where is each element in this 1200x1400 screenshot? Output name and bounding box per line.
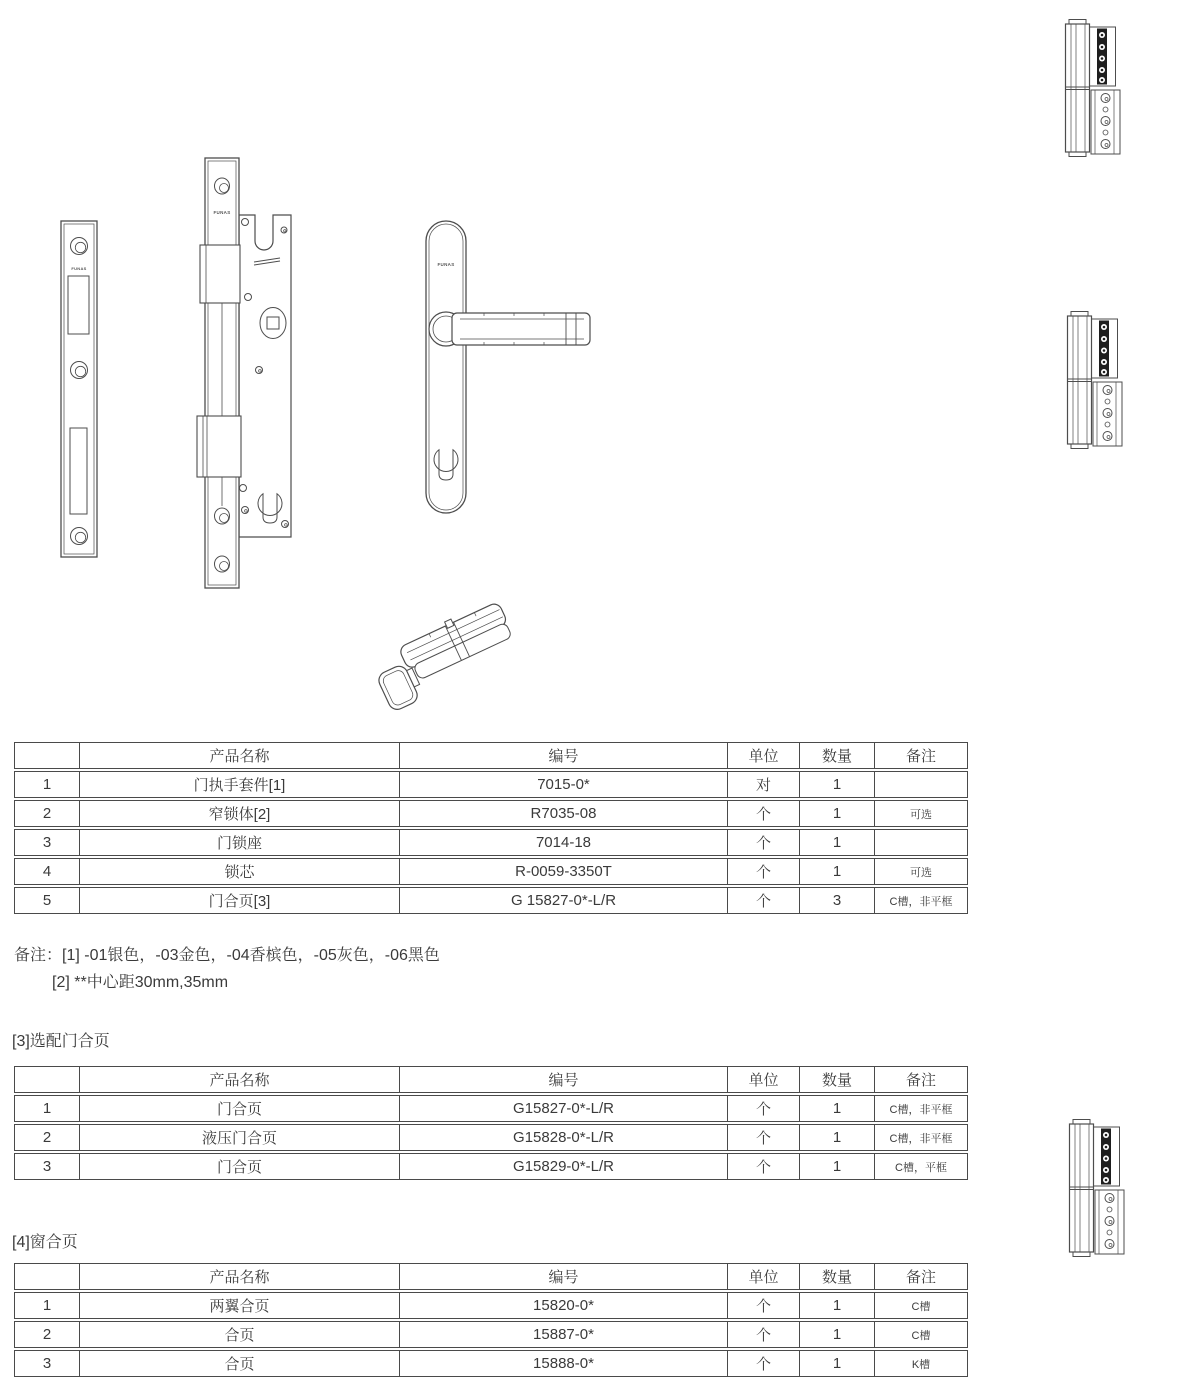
- remarks-block: [14, 942, 440, 996]
- table-cell: G15828-0*-L/R: [400, 1124, 728, 1151]
- table-cell: 1: [14, 771, 80, 798]
- table-cell: 1: [800, 1292, 875, 1319]
- table-cell: 合页: [80, 1350, 400, 1377]
- parts-table-door-hinges: [14, 1064, 968, 1182]
- table-cell: G15829-0*-L/R: [400, 1153, 728, 1180]
- table-cell: 可选: [875, 858, 968, 885]
- table-cell: C槽: [875, 1321, 968, 1348]
- table-cell: 1: [800, 1095, 875, 1122]
- table-header-cell: 备注: [875, 1066, 968, 1093]
- table-cell: 个: [728, 887, 800, 914]
- table-cell: 个: [728, 1350, 800, 1377]
- table-header-row: [14, 1263, 968, 1290]
- table-cell: C槽: [875, 1292, 968, 1319]
- table-cell: 个: [728, 858, 800, 885]
- table-cell: 2: [14, 1321, 80, 1348]
- table-header-cell: 编号: [400, 1066, 728, 1093]
- table-cell: 15887-0*: [400, 1321, 728, 1348]
- table-cell: 个: [728, 1153, 800, 1180]
- table-header-cell: [14, 742, 80, 769]
- table-cell: 个: [728, 1292, 800, 1319]
- table-cell: 1: [800, 1124, 875, 1151]
- table-cell: 1: [14, 1095, 80, 1122]
- table-cell: 3: [14, 829, 80, 856]
- table-cell: 液压门合页: [80, 1124, 400, 1151]
- table-cell: 门合页: [80, 1095, 400, 1122]
- door-hinge-drawing-3: [1068, 1118, 1128, 1258]
- table-header-row: [14, 742, 968, 769]
- table-row: [14, 829, 968, 856]
- table-header-cell: 产品名称: [80, 742, 400, 769]
- table-cell: 个: [728, 800, 800, 827]
- section-title-window-hinge: [4]窗合页: [12, 1234, 78, 1251]
- table-row: [14, 858, 968, 885]
- table-cell: 个: [728, 1095, 800, 1122]
- table-cell: 个: [728, 829, 800, 856]
- table-cell: 3: [800, 887, 875, 914]
- table-header-cell: 编号: [400, 742, 728, 769]
- table-cell: 对: [728, 771, 800, 798]
- table-header-cell: 备注: [875, 742, 968, 769]
- table-cell: 1: [800, 858, 875, 885]
- table-cell: R-0059-3350T: [400, 858, 728, 885]
- table-cell: 门锁座: [80, 829, 400, 856]
- strike-plate-drawing: [59, 218, 105, 562]
- table-cell: 1: [800, 1321, 875, 1348]
- table-header-row: [14, 1066, 968, 1093]
- brand-logo: FUNAS: [71, 266, 87, 271]
- table-cell: [875, 829, 968, 856]
- table-row: [14, 1292, 968, 1319]
- table-cell: C槽，非平框: [875, 1095, 968, 1122]
- table-row: [14, 800, 968, 827]
- door-hinge-drawing-2: [1066, 310, 1126, 450]
- table-cell: 可选: [875, 800, 968, 827]
- table-cell: 15820-0*: [400, 1292, 728, 1319]
- remark-line-2: [2] **中心距30mm,35mm: [52, 974, 229, 991]
- table-cell: 15888-0*: [400, 1350, 728, 1377]
- table-cell: 门执手套件[1]: [80, 771, 400, 798]
- table-row: [14, 1321, 968, 1348]
- table-cell: 个: [728, 1124, 800, 1151]
- table-cell: C槽，非平框: [875, 1124, 968, 1151]
- table-row: [14, 771, 968, 798]
- table-header-cell: 单位: [728, 1066, 800, 1093]
- table-cell: [875, 771, 968, 798]
- table-cell: 4: [14, 858, 80, 885]
- table-header-cell: 数量: [800, 1263, 875, 1290]
- table-header-cell: 数量: [800, 1066, 875, 1093]
- table-cell: 1: [800, 1350, 875, 1377]
- table-cell: C槽，平框: [875, 1153, 968, 1180]
- section-title-optional-door-hinge: [3]选配门合页: [12, 1033, 110, 1050]
- table-cell: 1: [800, 771, 875, 798]
- table-cell: 1: [800, 1153, 875, 1180]
- table-cell: 2: [14, 800, 80, 827]
- table-cell: 2: [14, 1124, 80, 1151]
- table-header-cell: 产品名称: [80, 1263, 400, 1290]
- table-row: [14, 1350, 968, 1377]
- table-header-cell: [14, 1263, 80, 1290]
- table-row: [14, 887, 968, 914]
- table-cell: R7035-08: [400, 800, 728, 827]
- handle-drawing: [414, 218, 594, 518]
- brand-logo: FUNAS: [213, 210, 231, 215]
- table-header-cell: 单位: [728, 1263, 800, 1290]
- parts-table-window-hinges: [14, 1261, 968, 1379]
- parts-table-main: [14, 740, 968, 916]
- table-cell: 1: [800, 800, 875, 827]
- table-cell: K槽: [875, 1350, 968, 1377]
- table-cell: 门合页[3]: [80, 887, 400, 914]
- table-header-cell: 编号: [400, 1263, 728, 1290]
- cylinder-drawing: [364, 596, 526, 716]
- table-cell: 1: [14, 1292, 80, 1319]
- table-header-cell: [14, 1066, 80, 1093]
- table-cell: 7015-0*: [400, 771, 728, 798]
- table-cell: 5: [14, 887, 80, 914]
- table-cell: 7014-18: [400, 829, 728, 856]
- table-cell: G 15827-0*-L/R: [400, 887, 728, 914]
- remark-line-1: 备注：[1] -01银色，-03金色，-04香槟色，-05灰色，-06黑色: [14, 947, 440, 964]
- table-cell: 锁芯: [80, 858, 400, 885]
- table-cell: 3: [14, 1350, 80, 1377]
- table-header-cell: 单位: [728, 742, 800, 769]
- table-cell: 合页: [80, 1321, 400, 1348]
- table-cell: G15827-0*-L/R: [400, 1095, 728, 1122]
- table-cell: 1: [800, 829, 875, 856]
- table-row: [14, 1095, 968, 1122]
- table-cell: 个: [728, 1321, 800, 1348]
- table-cell: C槽，非平框: [875, 887, 968, 914]
- table-header-cell: 备注: [875, 1263, 968, 1290]
- table-row: [14, 1153, 968, 1180]
- table-header-cell: 数量: [800, 742, 875, 769]
- table-header-cell: 产品名称: [80, 1066, 400, 1093]
- table-cell: 门合页: [80, 1153, 400, 1180]
- table-cell: 两翼合页: [80, 1292, 400, 1319]
- brand-logo: FUNAS: [437, 262, 455, 267]
- table-cell: 窄锁体[2]: [80, 800, 400, 827]
- table-cell: 3: [14, 1153, 80, 1180]
- door-hinge-drawing-1: [1064, 18, 1124, 158]
- lock-body-drawing: [196, 150, 308, 602]
- table-row: [14, 1124, 968, 1151]
